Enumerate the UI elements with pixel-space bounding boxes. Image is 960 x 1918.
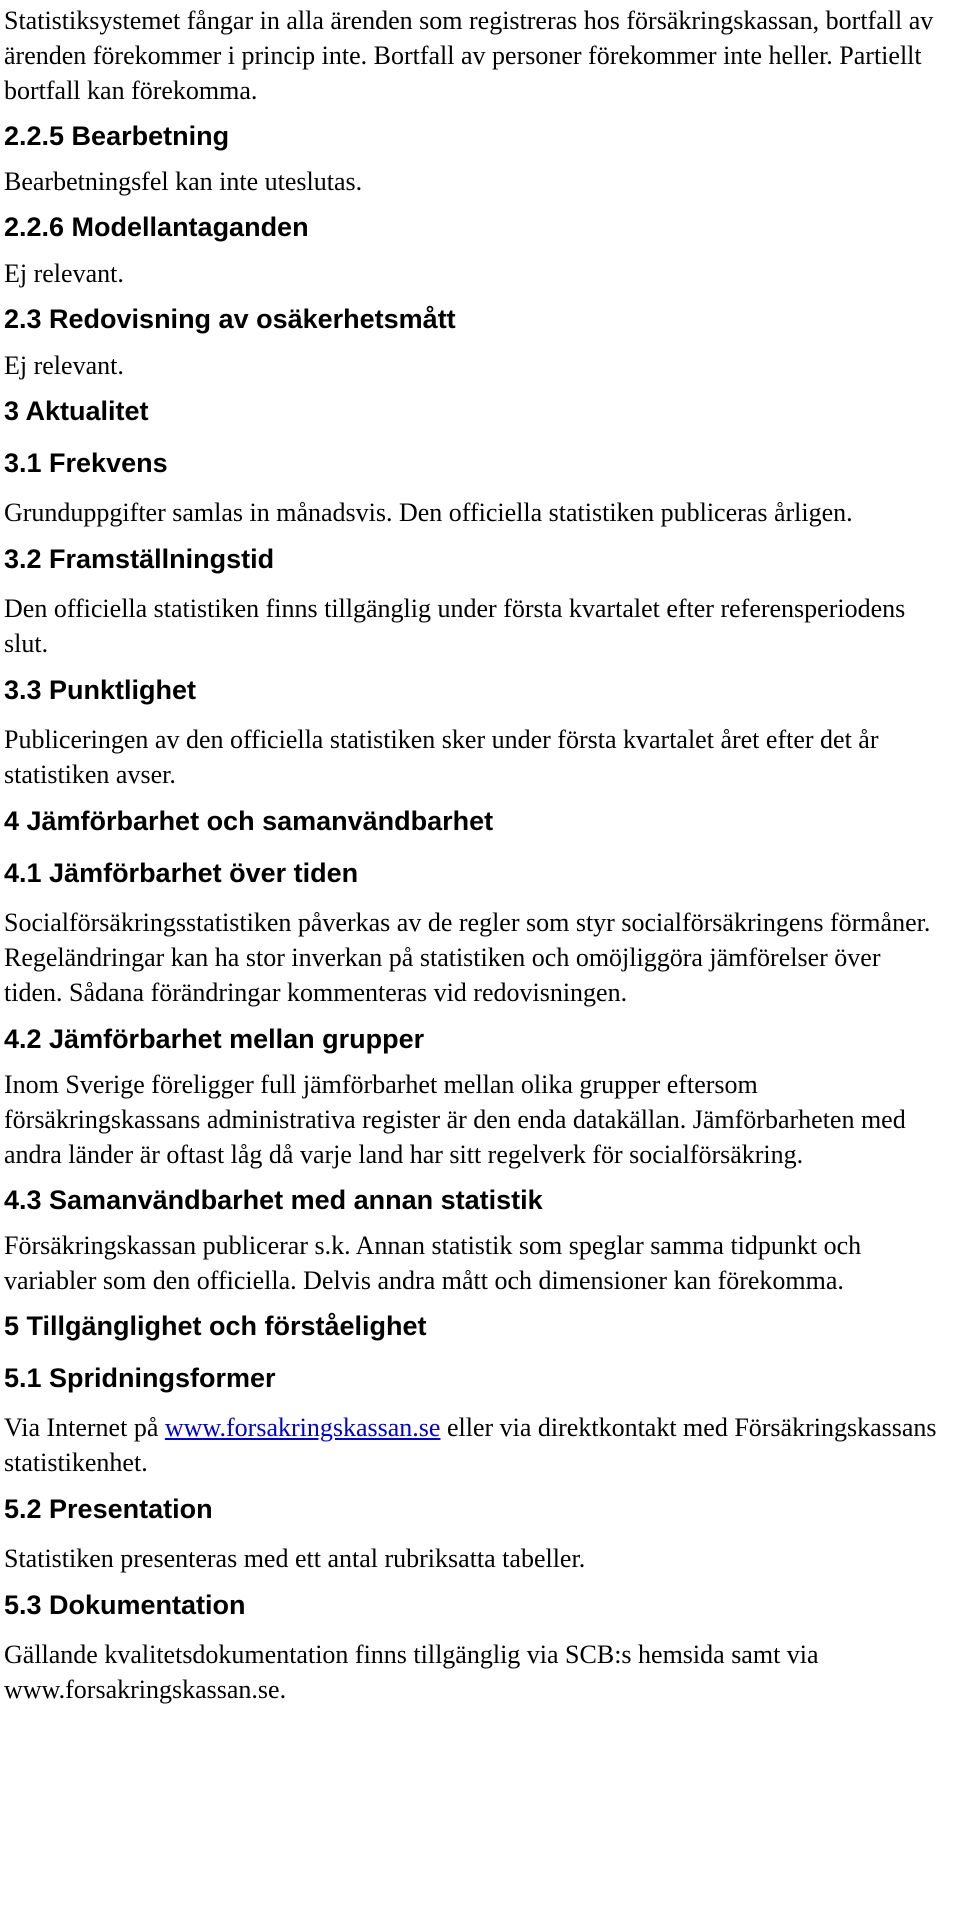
paragraph-3-3: Publiceringen av den officiella statistiken sker under första kvartalet året efter det år statistiken avser.: [4, 725, 879, 789]
heading-4-2: 4.2 Jämförbarhet mellan grupper: [4, 1024, 425, 1054]
heading-5-2: 5.2 Presentation: [4, 1494, 213, 1524]
paragraph-3-2: Den officiella statistiken finns tillgänglig under första kvartalet efter referensperiodens slut.: [4, 594, 906, 658]
heading-3-2: 3.2 Framställningstid: [4, 544, 275, 574]
heading-3: 3 Aktualitet: [4, 396, 149, 426]
forsakringskassan-link[interactable]: www.forsakringskassan.se: [164, 1413, 441, 1442]
paragraph-5-1-suffix: eller via direktkontakt med Försäkringskassans statistikenhet.: [4, 1413, 937, 1477]
heading-3-1: 3.1 Frekvens: [4, 448, 168, 478]
document-page: [0, 3, 960, 1918]
heading-5-3: 5.3 Dokumentation: [4, 1590, 246, 1620]
heading-2-3: 2.3 Redovisning av osäkerhetsmått: [4, 304, 456, 334]
heading-4-1: 4.1 Jämförbarhet över tiden: [4, 858, 359, 888]
paragraph-3-1: Grunduppgifter samlas in månadsvis. Den officiella statistiken publiceras årligen.: [4, 498, 853, 527]
heading-3-3: 3.3 Punktlighet: [4, 675, 197, 705]
paragraph-2-2-6: Ej relevant.: [4, 259, 124, 288]
heading-4-3: 4.3 Samanvändbarhet med annan statistik: [4, 1185, 543, 1215]
heading-5-1: 5.1 Spridningsformer: [4, 1363, 276, 1393]
paragraph-5-2: Statistiken presenteras med ett antal rubriksatta tabeller.: [4, 1544, 586, 1573]
paragraph-4-3: Försäkringskassan publicerar s.k. Annan statistik som speglar samma tidpunkt och variabler som den officiella. Delvis andra mått och dimensioner kan förekomma.: [4, 1231, 862, 1295]
paragraph-5-3: Gällande kvalitetsdokumentation finns tillgänglig via SCB:s hemsida samt via www.forsakringskassan.se.: [4, 1640, 819, 1704]
paragraph-intro: Statistiksystemet fångar in alla ärenden som registreras hos försäkringskassan, bortfall av ärenden förekommer i princip inte. Bortfall av personer förekommer inte heller. Partiellt bortfall kan förekomma.: [4, 6, 934, 105]
heading-4: 4 Jämförbarhet och samanvändbarhet: [4, 806, 494, 836]
heading-2-2-5: 2.2.5 Bearbetning: [4, 121, 230, 151]
paragraph-5-1: [4, 1410, 942, 1480]
paragraph-2-2-5: Bearbetningsfel kan inte uteslutas.: [4, 167, 363, 196]
paragraph-4-1: Socialförsäkringsstatistiken påverkas av de regler som styr socialförsäkringens förmåner. Regeländringar kan ha stor inverkan på statistiken och omöjliggöra jämförelser över tiden. Sådana förändringar kommenteras vid redovisningen.: [4, 908, 931, 1007]
paragraph-5-1-prefix: Via Internet på: [4, 1413, 165, 1442]
heading-2-2-6: 2.2.6 Modellantaganden: [4, 212, 309, 242]
paragraph-2-3: Ej relevant.: [4, 351, 124, 380]
paragraph-4-2: Inom Sverige föreligger full jämförbarhet mellan olika grupper eftersom försäkringskassans administrativa register är den enda datakällan. Jämförbarheten med andra länder är oftast låg då varje land har sitt regelverk för socialförsäkring.: [4, 1070, 906, 1169]
heading-5: 5 Tillgänglighet och förståelighet: [4, 1311, 427, 1341]
